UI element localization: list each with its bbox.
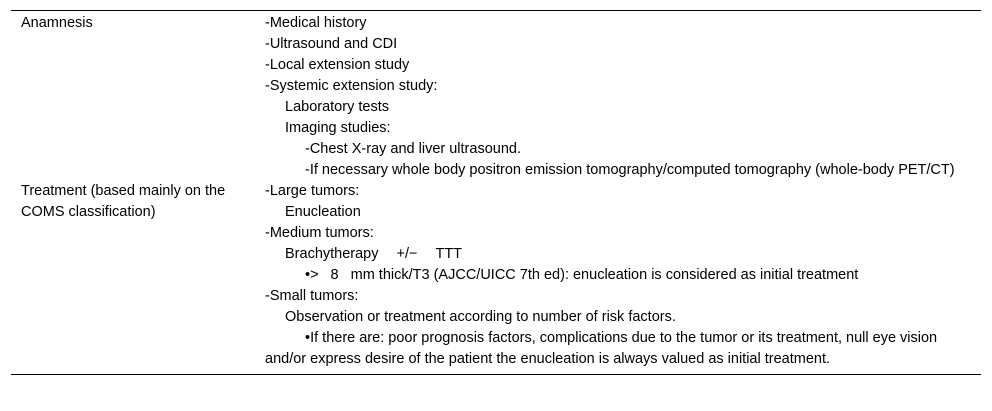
list-item: Observation or treatment according to number of risk factors. (285, 309, 676, 325)
list-item: -Chest X-ray and liver ultrasound. (305, 141, 521, 157)
thickness-value: 8 (330, 267, 339, 283)
bullet-greater-than: •> (305, 267, 319, 283)
list-item: -Medical history (265, 15, 367, 31)
list-item: Enucleation (285, 204, 361, 220)
list-item: -Large tumors: (265, 183, 360, 199)
list-item: -Systemic extension study: (265, 78, 438, 94)
list-item: Laboratory tests (285, 99, 389, 115)
row-label: Treatment (based mainly on the COMS classification) (21, 183, 226, 220)
list-item: -Medium tumors: (265, 225, 374, 241)
list-item: -Local extension study (265, 57, 410, 73)
list-item: -If necessary whole body positron emission tomography/computed tomography (whole-body PET/CT) (305, 162, 955, 178)
list-item (265, 265, 981, 286)
list-item (265, 244, 981, 265)
treatment-ttt: TTT (435, 246, 463, 262)
treatment-brachytherapy: Brachytherapy (285, 246, 379, 262)
row-label: Anamnesis (21, 15, 93, 31)
treatment-plus-minus: +/− (396, 246, 418, 262)
list-item: •If there are: poor prognosis factors, complications due to the tumor or its treatment, null eye vision and/or express desire of the patient the enucleation is always valued as initial treatment. (265, 330, 938, 367)
list-item: Imaging studies: (285, 120, 391, 136)
table-row-anamnesis (11, 11, 981, 181)
criteria-table (11, 10, 981, 375)
row-content (265, 11, 981, 181)
list-item: -Ultrasound and CDI (265, 36, 398, 52)
row-content (265, 181, 981, 374)
table (11, 11, 981, 374)
thickness-note: mm thick/T3 (AJCC/UICC 7th ed): enucleation is considered as initial treatment (350, 267, 859, 283)
list-item: -Small tumors: (265, 288, 359, 304)
table-row-treatment (11, 181, 981, 374)
